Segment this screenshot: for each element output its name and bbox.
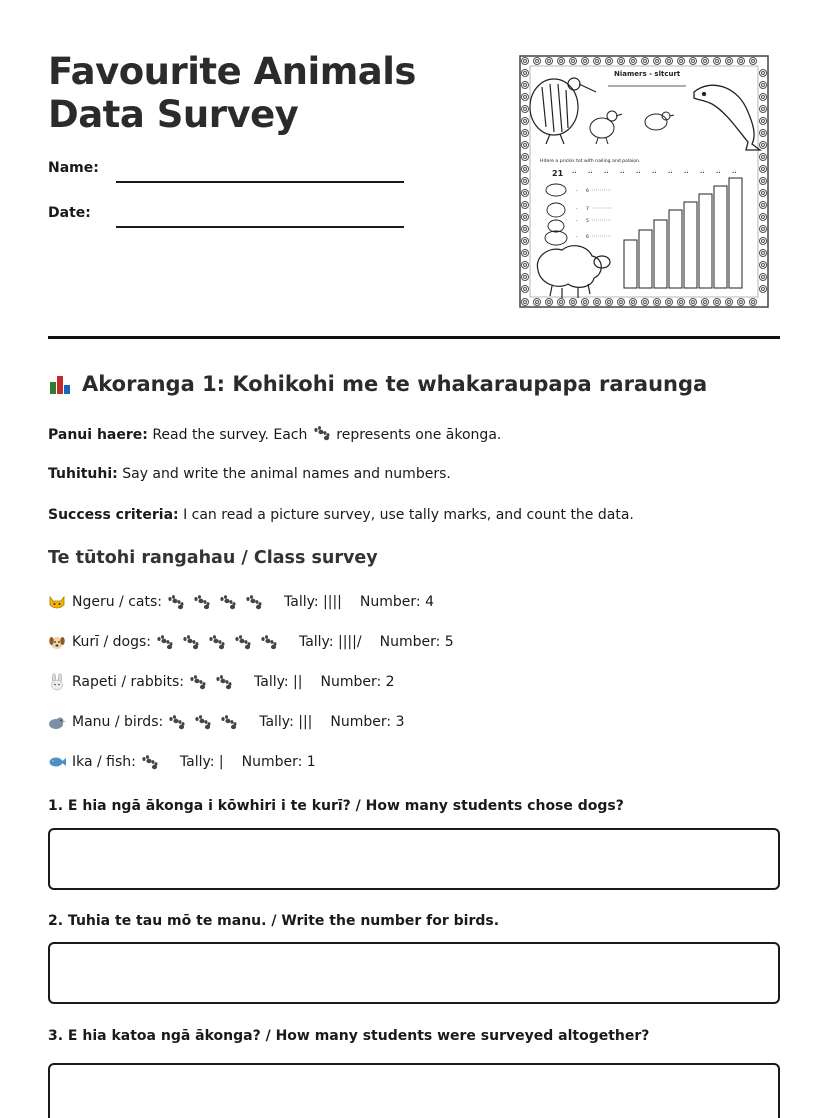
survey-tally: Tally: | bbox=[179, 754, 224, 770]
paw-icon bbox=[192, 594, 212, 610]
survey-animal-label: Ika / fish: bbox=[72, 754, 136, 770]
page-title: Favourite Animals Data Survey bbox=[48, 50, 416, 136]
svg-text:••: •• bbox=[668, 170, 673, 175]
svg-text:••: •• bbox=[588, 170, 593, 175]
section-heading bbox=[48, 372, 707, 396]
paw-icon bbox=[166, 594, 186, 610]
tally-label-3: 5 bbox=[586, 219, 589, 224]
survey-tally: Tally: |||| bbox=[284, 594, 342, 610]
svg-text:••: •• bbox=[636, 170, 641, 175]
survey-number: Number: 4 bbox=[359, 594, 434, 610]
survey-tally: Tally: ||| bbox=[259, 714, 313, 730]
date-line[interactable] bbox=[116, 226, 404, 228]
answer-box-3[interactable] bbox=[48, 1063, 780, 1118]
paw-icon bbox=[167, 714, 187, 730]
paw-icon bbox=[207, 634, 227, 650]
worksheet-thumbnail-image bbox=[516, 52, 772, 311]
tally-label-4: 6 bbox=[586, 235, 589, 240]
success-criteria bbox=[48, 506, 634, 524]
paw-prints-pictograph bbox=[166, 594, 264, 610]
panui-text-after: represents one ākonga. bbox=[336, 427, 502, 443]
survey-row bbox=[48, 633, 454, 651]
cat-face-icon bbox=[48, 593, 72, 611]
paw-icon bbox=[140, 754, 160, 770]
question-1: 1. E hia ngā ākonga i kōwhiri i te kurī? / How many students chose dogs? bbox=[48, 798, 624, 814]
svg-text:••: •• bbox=[620, 170, 625, 175]
svg-text:••: •• bbox=[604, 170, 609, 175]
svg-text:••: •• bbox=[716, 170, 721, 175]
paw-icon bbox=[219, 714, 239, 730]
dog-face-icon bbox=[48, 633, 72, 651]
tally-label-2: 7 bbox=[586, 207, 589, 212]
thumbnail-title: Niamers - sltcurt bbox=[614, 70, 681, 78]
name-line[interactable] bbox=[116, 181, 404, 183]
paw-prints-pictograph bbox=[155, 634, 279, 650]
paw-icon bbox=[218, 594, 238, 610]
paw-prints-pictograph bbox=[188, 674, 234, 690]
svg-text:••: •• bbox=[572, 170, 577, 175]
tuhituhi-label: Tuhituhi: bbox=[48, 466, 118, 482]
survey-animal-label: Ngeru / cats: bbox=[72, 594, 162, 610]
section-divider bbox=[48, 336, 780, 339]
thumbnail-number: 21 bbox=[552, 169, 564, 178]
panui-text-before: Read the survey. Each bbox=[152, 427, 308, 443]
survey-animal-label: Rapeti / rabbits: bbox=[72, 674, 184, 690]
question-3: 3. E hia katoa ngā ākonga? / How many students were surveyed altogether? bbox=[48, 1028, 650, 1044]
survey-row bbox=[48, 713, 404, 731]
tuhituhi-text: Say and write the animal names and numbers. bbox=[122, 466, 451, 482]
survey-row bbox=[48, 753, 316, 771]
svg-text:••: •• bbox=[732, 170, 737, 175]
svg-text:-: - bbox=[576, 189, 578, 194]
bar-chart-icon bbox=[48, 372, 72, 396]
svg-text:-: - bbox=[576, 235, 578, 240]
survey-number: Number: 1 bbox=[241, 754, 316, 770]
tuhituhi-instruction bbox=[48, 465, 451, 483]
svg-text:••: •• bbox=[700, 170, 705, 175]
survey-row bbox=[48, 673, 395, 691]
paw-icon bbox=[188, 674, 208, 690]
worksheet-page bbox=[48, 0, 780, 1118]
svg-text:••: •• bbox=[652, 170, 657, 175]
paw-icon bbox=[259, 634, 279, 650]
survey-row bbox=[48, 593, 434, 611]
thumbnail-instruction: Hitere a prickis tot with nailing and polaion. bbox=[540, 159, 641, 164]
survey-animal-label: Kurī / dogs: bbox=[72, 634, 151, 650]
question-2: 2. Tuhia te tau mō te manu. / Write the number for birds. bbox=[48, 913, 500, 929]
survey-tally: Tally: ||||/ bbox=[298, 634, 362, 650]
paw-icon bbox=[193, 714, 213, 730]
paw-icon bbox=[233, 634, 253, 650]
survey-number: Number: 3 bbox=[330, 714, 405, 730]
answer-box-1[interactable] bbox=[48, 828, 780, 890]
date-label: Date: bbox=[48, 205, 91, 221]
survey-heading: Te tūtohi rangahau / Class survey bbox=[48, 548, 378, 568]
tally-label-1: 6 bbox=[586, 189, 589, 194]
fish-icon bbox=[48, 753, 72, 771]
survey-animal-label: Manu / birds: bbox=[72, 714, 164, 730]
panui-label: Panui haere: bbox=[48, 427, 148, 443]
answer-box-2[interactable] bbox=[48, 942, 780, 1004]
survey-number: Number: 2 bbox=[320, 674, 395, 690]
name-label: Name: bbox=[48, 160, 99, 176]
success-label: Success criteria: bbox=[48, 507, 179, 523]
success-text: I can read a picture survey, use tally marks, and count the data. bbox=[183, 507, 634, 523]
paw-prints-pictograph bbox=[167, 714, 239, 730]
svg-text:••: •• bbox=[684, 170, 689, 175]
paw-prints-pictograph bbox=[140, 754, 160, 770]
svg-text:-: - bbox=[576, 207, 578, 212]
survey-number: Number: 5 bbox=[379, 634, 454, 650]
paw-icon bbox=[244, 594, 264, 610]
paw-icon bbox=[181, 634, 201, 650]
bird-icon bbox=[48, 713, 72, 731]
rabbit-face-icon bbox=[48, 673, 72, 691]
paw-icon bbox=[214, 674, 234, 690]
survey-tally: Tally: || bbox=[254, 674, 303, 690]
paw-icon bbox=[155, 634, 175, 650]
panui-instruction bbox=[48, 425, 501, 446]
paw-prints-icon bbox=[312, 425, 332, 446]
section-heading-text: Akoranga 1: Kohikohi me te whakaraupapa raraunga bbox=[82, 372, 708, 396]
svg-text:-: - bbox=[576, 219, 578, 224]
